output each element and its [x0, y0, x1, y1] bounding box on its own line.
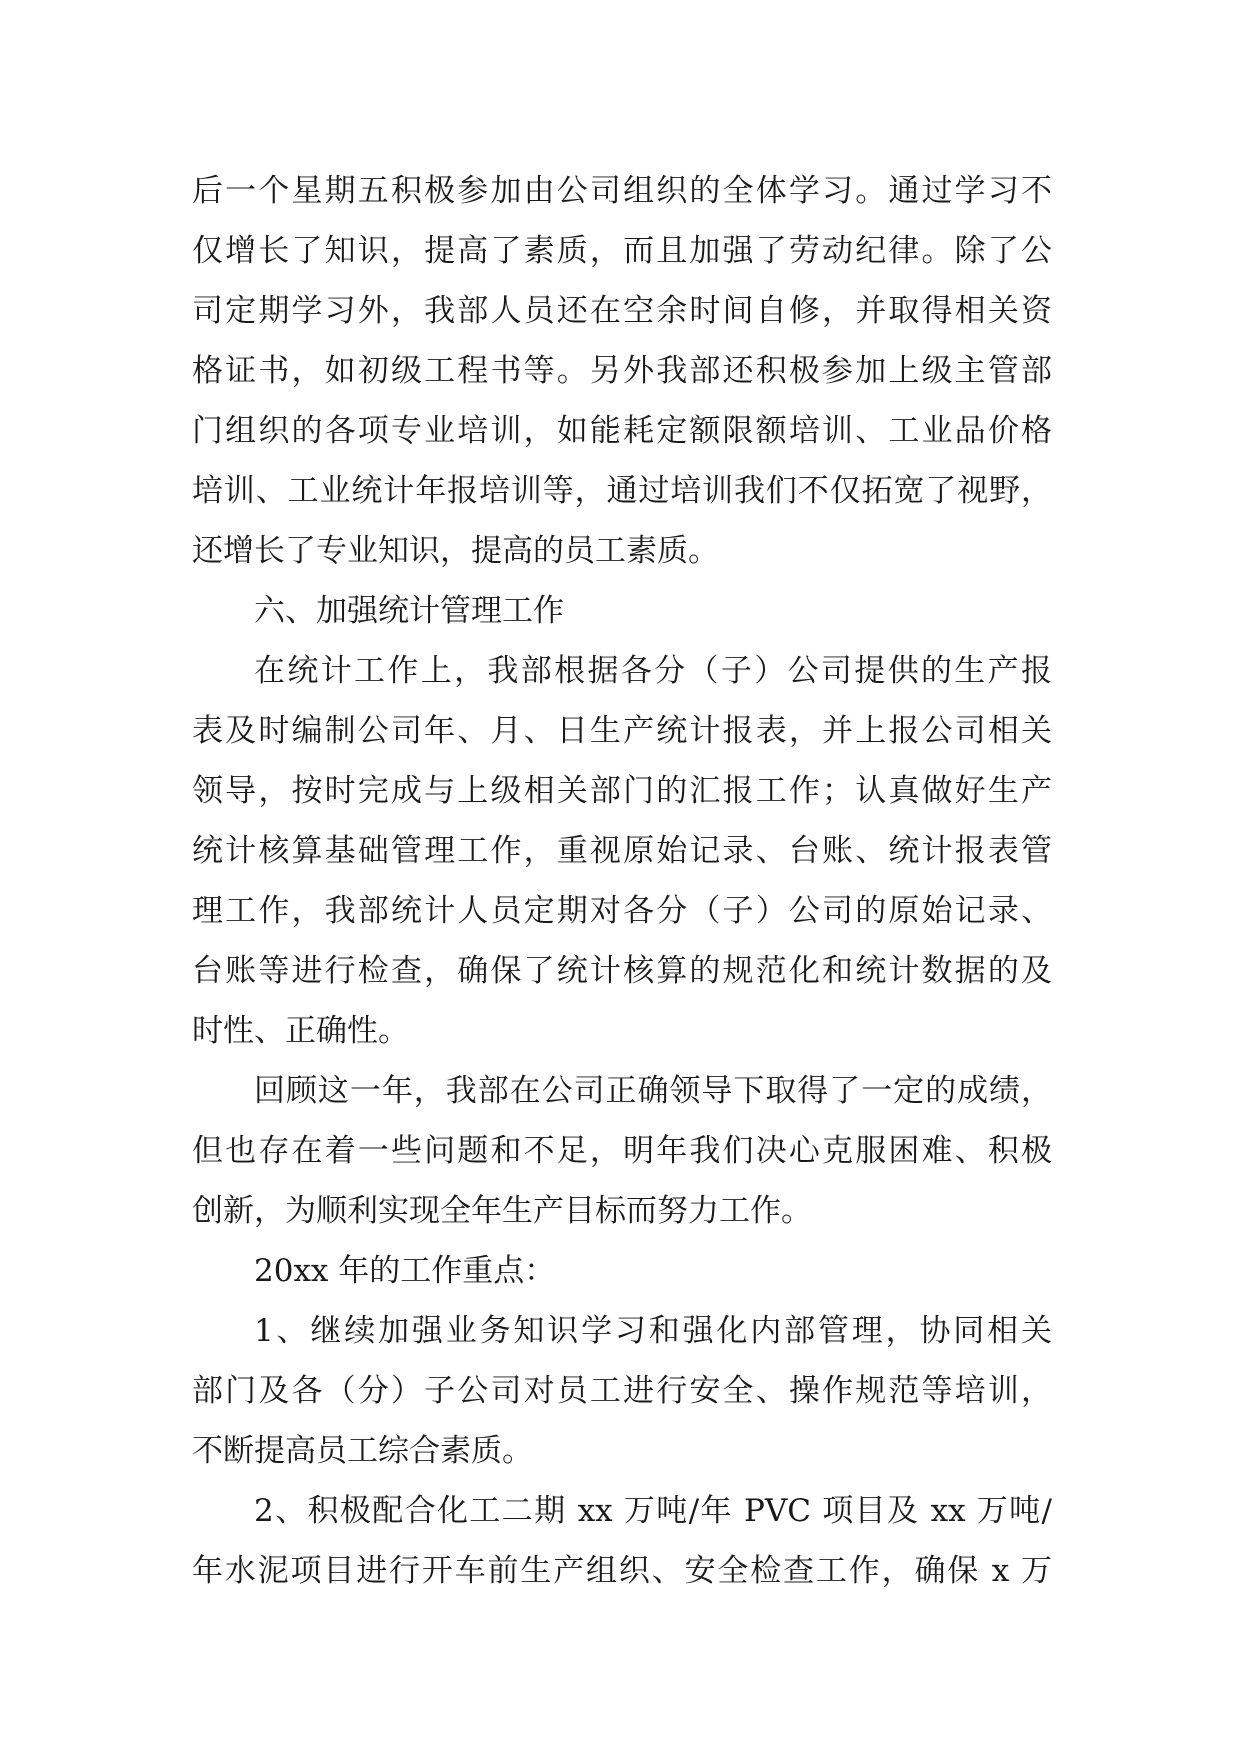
- text-line: 台账等进行检查，确保了统计核算的规范化和统计数据的及: [192, 953, 1052, 989]
- text-line: 格证书，如初级工程书等。另外我部还积极参加上级主管部: [192, 353, 1052, 389]
- text-line: 在统计工作上，我部根据各分（子）公司提供的生产报: [254, 653, 1052, 689]
- text-line: 表及时编制公司年、月、日生产统计报表，并上报公司相关: [192, 713, 1052, 749]
- list-item-line: 不断提高员工综合素质。: [192, 1433, 533, 1469]
- text-line: 后一个星期五积极参加由公司组织的全体学习。通过学习不: [192, 173, 1052, 209]
- list-item-line: 2、积极配合化工二期 xx 万吨/年 PVC 项目及 xx 万吨/: [254, 1493, 1052, 1529]
- text-line: 但也存在着一些问题和不足，明年我们决心克服困难、积极: [192, 1133, 1052, 1169]
- list-item-line: 年水泥项目进行开车前生产组织、安全检查工作，确保 x 万: [192, 1553, 1052, 1589]
- text-line: 司定期学习外，我部人员还在空余时间自修，并取得相关资: [192, 293, 1052, 329]
- text-line: 门组织的各项专业培训，如能耗定额限额培训、工业品价格: [192, 413, 1052, 449]
- list-item-line: 1、继续加强业务知识学习和强化内部管理，协同相关: [254, 1313, 1052, 1349]
- text-line: 时性、正确性。: [192, 1013, 409, 1049]
- list-item-line: 部门及各（分）子公司对员工进行安全、操作规范等培训，: [192, 1373, 1052, 1409]
- text-line: 仅增长了知识，提高了素质，而且加强了劳动纪律。除了公: [192, 233, 1052, 269]
- text-line: 理工作，我部统计人员定期对各分（子）公司的原始记录、: [192, 893, 1052, 929]
- text-line: 回顾这一年，我部在公司正确领导下取得了一定的成绩，: [254, 1073, 1052, 1109]
- text-line: 统计核算基础管理工作，重视原始记录、台账、统计报表管: [192, 833, 1052, 869]
- section-heading: 六、加强统计管理工作: [254, 593, 564, 629]
- text-line: 还增长了专业知识，提高的员工素质。: [192, 533, 719, 569]
- text-line: 培训、工业统计年报培训等，通过培训我们不仅拓宽了视野，: [192, 473, 1052, 509]
- document-body: [192, 161, 1052, 1601]
- text-line: 创新，为顺利实现全年生产目标而努力工作。: [192, 1193, 812, 1229]
- section-heading: 20xx 年的工作重点：: [254, 1253, 556, 1289]
- text-line: 领导，按时完成与上级相关部门的汇报工作；认真做好生产: [192, 773, 1052, 809]
